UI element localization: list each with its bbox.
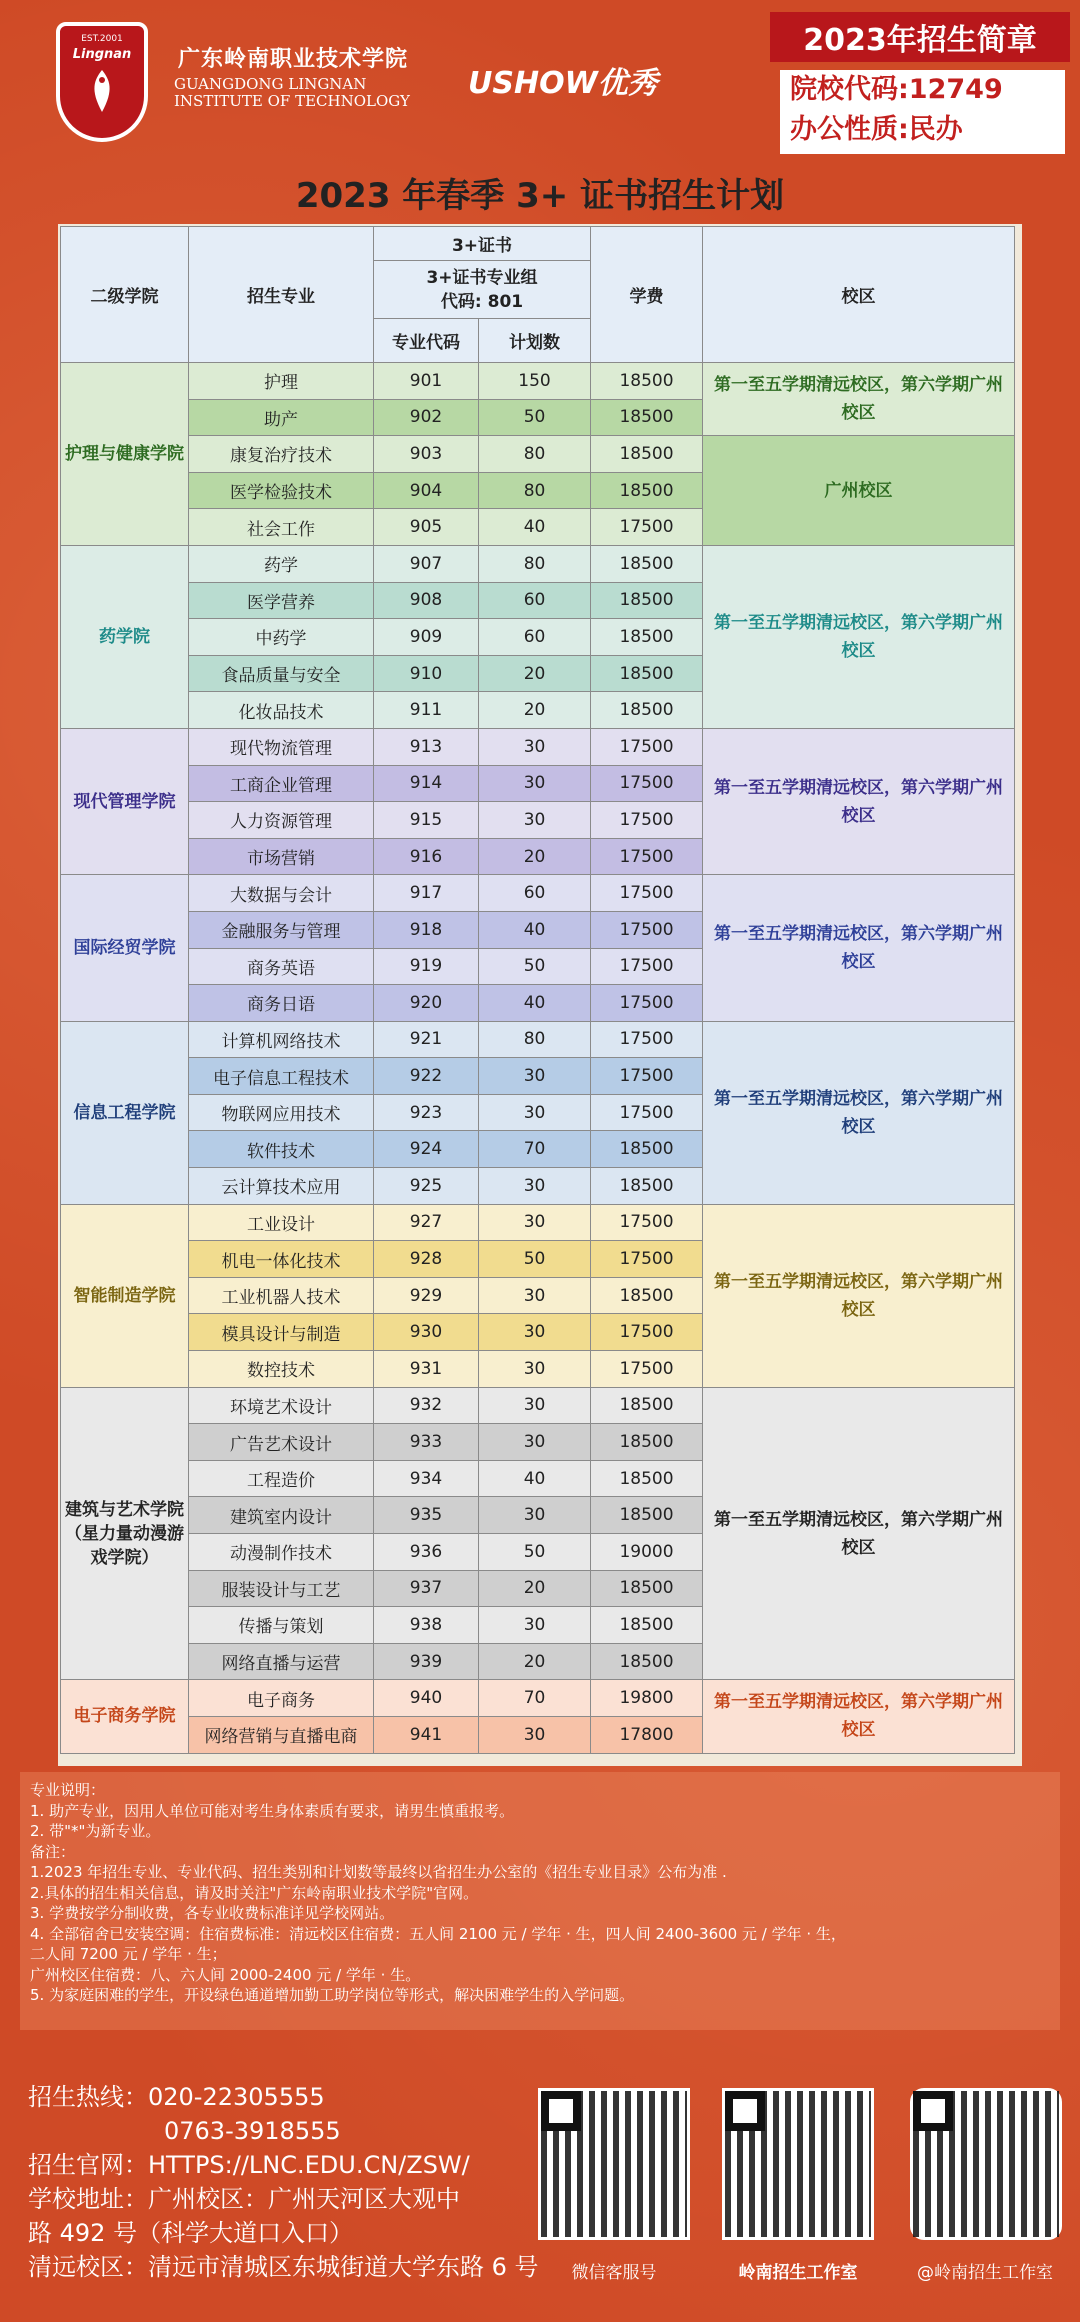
note-line: 广州校区住宿费：八、六人间 2000-2400 元 / 学年 · 生。 xyxy=(30,1965,421,1984)
campus-cell: 第一至五学期清远校区，第六学期广州校区 xyxy=(703,1021,1015,1204)
logo-est: EST.2001 xyxy=(81,34,123,44)
table-head xyxy=(61,227,1015,363)
major-name: 医学检验技术 xyxy=(189,472,374,509)
th-fee: 学费 xyxy=(591,227,703,363)
major-code: 923 xyxy=(374,1094,479,1131)
major-name: 模具设计与制造 xyxy=(189,1314,374,1351)
major-code: 909 xyxy=(374,619,479,656)
major-code: 905 xyxy=(374,509,479,546)
note-line: 3. 学费按学分制收费，各专业收费标准详见学校网站。 xyxy=(30,1904,395,1922)
tuition-fee: 17500 xyxy=(591,911,703,948)
year-badge: 2023年招生简章 xyxy=(770,12,1070,62)
table-row xyxy=(61,875,1015,912)
major-name: 商务英语 xyxy=(189,948,374,985)
header xyxy=(0,0,1080,160)
major-name: 工业机器人技术 xyxy=(189,1277,374,1314)
major-name: 动漫制作技术 xyxy=(189,1534,374,1571)
major-code: 907 xyxy=(374,545,479,582)
plan-count: 30 xyxy=(479,728,591,765)
tuition-fee: 17500 xyxy=(591,509,703,546)
table-row xyxy=(61,728,1015,765)
campus-cell: 第一至五学期清远校区，第六学期广州校区 xyxy=(703,545,1015,728)
major-name: 环境艺术设计 xyxy=(189,1387,374,1424)
major-code: 939 xyxy=(374,1643,479,1680)
notes-section xyxy=(20,1772,1060,2030)
major-code: 929 xyxy=(374,1277,479,1314)
plan-count: 40 xyxy=(479,1460,591,1497)
college-name: 电子商务学院 xyxy=(61,1680,189,1753)
tuition-fee: 17500 xyxy=(591,802,703,839)
th-campus: 校区 xyxy=(703,227,1015,363)
school-name-en xyxy=(174,76,410,110)
note-line: 1.2023 年招生专业、专业代码、招生类别和计划数等最终以省招生办公室的《招生专业目录》公布为准 . xyxy=(30,1863,727,1881)
plan-count: 80 xyxy=(479,436,591,473)
th-plan: 计划数 xyxy=(479,319,591,363)
tuition-fee: 17500 xyxy=(591,875,703,912)
major-name: 网络直播与运营 xyxy=(189,1643,374,1680)
plan-count: 30 xyxy=(479,1168,591,1205)
major-code: 935 xyxy=(374,1497,479,1534)
major-code: 933 xyxy=(374,1424,479,1461)
major-name: 数控技术 xyxy=(189,1351,374,1388)
plan-count: 30 xyxy=(479,1716,591,1753)
plan-count: 20 xyxy=(479,838,591,875)
tuition-fee: 17500 xyxy=(591,1351,703,1388)
hotline-label: 招生热线： xyxy=(28,2083,148,2111)
plan-count: 30 xyxy=(479,1351,591,1388)
plan-count: 30 xyxy=(479,1204,591,1241)
campus-cell: 第一至五学期清远校区，第六学期广州校区 xyxy=(703,1680,1015,1753)
major-name: 化妆品技术 xyxy=(189,692,374,729)
note-line: 1. 助产专业，因用人单位可能对考生身体素质有要求，请男生慎重报考。 xyxy=(30,1801,515,1820)
note-line: 2.具体的招生相关信息，请及时关注"广东岭南职业技术学院"官网。 xyxy=(30,1883,479,1902)
ushow-logo: USHOW优秀 xyxy=(468,66,658,101)
tuition-fee: 17500 xyxy=(591,1314,703,1351)
tuition-fee: 18500 xyxy=(591,1168,703,1205)
tuition-fee: 18500 xyxy=(591,436,703,473)
th-code: 专业代码 xyxy=(374,319,479,363)
school-code: 院校代码:12749 xyxy=(790,74,1003,105)
major-name: 药学 xyxy=(189,545,374,582)
tuition-fee: 19800 xyxy=(591,1680,703,1717)
major-name: 云计算技术应用 xyxy=(189,1168,374,1205)
note-line: 5. 为家庭困难的学生，开设绿色通道增加勤工助学岗位等形式，解决困难学生的入学问题。 xyxy=(30,1986,635,2004)
wechat-qr-label: 微信客服号 xyxy=(571,2263,657,2283)
campus-cell: 第一至五学期清远校区，第六学期广州校区 xyxy=(703,875,1015,1021)
tuition-fee: 17800 xyxy=(591,1716,703,1753)
table-row xyxy=(61,1680,1015,1717)
major-name: 计算机网络技术 xyxy=(189,1021,374,1058)
plan-count: 30 xyxy=(479,1387,591,1424)
major-code: 931 xyxy=(374,1351,479,1388)
major-name: 电子商务 xyxy=(189,1680,374,1717)
plan-count: 40 xyxy=(479,911,591,948)
college-name: 现代管理学院 xyxy=(61,728,189,874)
school-en-line2: INSTITUTE OF TECHNOLOGY xyxy=(174,92,410,110)
college-name: 信息工程学院 xyxy=(61,1021,189,1204)
th-major: 招生专业 xyxy=(189,227,374,363)
hotline-row xyxy=(28,2080,548,2114)
major-code: 919 xyxy=(374,948,479,985)
note-line: 二人间 7200 元 / 学年 · 生； xyxy=(30,1945,227,1963)
hotline-1: 020-22305555 xyxy=(148,2083,325,2111)
school-code-box xyxy=(780,70,1065,154)
major-code: 928 xyxy=(374,1241,479,1278)
plan-count: 30 xyxy=(479,1058,591,1095)
plan-count: 30 xyxy=(479,1424,591,1461)
college-name: 药学院 xyxy=(61,545,189,728)
major-name: 社会工作 xyxy=(189,509,374,546)
tuition-fee: 17500 xyxy=(591,1241,703,1278)
th-cert: 3+证书 xyxy=(374,227,591,261)
campus-cell: 第一至五学期清远校区，第六学期广州校区 xyxy=(703,728,1015,874)
major-name: 软件技术 xyxy=(189,1131,374,1168)
campus-cell: 第一至五学期清远校区，第六学期广州校区 xyxy=(703,1387,1015,1680)
major-code: 921 xyxy=(374,1021,479,1058)
contact-section xyxy=(28,2080,548,2284)
tuition-fee: 17500 xyxy=(591,765,703,802)
hotline-2: 0763-3918555 xyxy=(164,2117,341,2145)
tuition-fee: 18500 xyxy=(591,399,703,436)
plan-count: 70 xyxy=(479,1680,591,1717)
note-line: 2. 带"*"为新专业。 xyxy=(30,1822,161,1840)
plan-count: 20 xyxy=(479,1643,591,1680)
school-logo xyxy=(56,22,148,142)
major-code: 938 xyxy=(374,1607,479,1644)
plan-count: 20 xyxy=(479,1570,591,1607)
tuition-fee: 18500 xyxy=(591,1570,703,1607)
plan-count: 20 xyxy=(479,655,591,692)
major-name: 食品质量与安全 xyxy=(189,655,374,692)
tuition-fee: 18500 xyxy=(591,692,703,729)
major-name: 广告艺术设计 xyxy=(189,1424,374,1461)
logo-text: Lingnan xyxy=(72,47,132,62)
plan-count: 40 xyxy=(479,509,591,546)
major-name: 传播与策划 xyxy=(189,1607,374,1644)
major-name: 电子信息工程技术 xyxy=(189,1058,374,1095)
th-group-name: 3+证书专业组 xyxy=(426,267,538,288)
address-line-1: 学校地址：广州校区：广州天河区大观中 xyxy=(28,2185,460,2213)
major-code: 930 xyxy=(374,1314,479,1351)
th-group-code: 代码: 801 xyxy=(440,291,524,312)
tuition-fee: 17500 xyxy=(591,985,703,1022)
address-line-2: 路 492 号（科学大道口入口） xyxy=(28,2219,354,2247)
table-row xyxy=(61,1021,1015,1058)
tuition-fee: 18500 xyxy=(591,619,703,656)
plan-count: 150 xyxy=(479,363,591,400)
plan-count: 50 xyxy=(479,399,591,436)
major-code: 908 xyxy=(374,582,479,619)
tuition-fee: 17500 xyxy=(591,948,703,985)
plan-count: 60 xyxy=(479,582,591,619)
school-name-cn: 广东岭南职业技术学院 xyxy=(178,47,409,72)
plan-count: 30 xyxy=(479,802,591,839)
tuition-fee: 17500 xyxy=(591,1204,703,1241)
plan-count: 50 xyxy=(479,1534,591,1571)
major-code: 902 xyxy=(374,399,479,436)
campus-cell: 第一至五学期清远校区，第六学期广州校区 xyxy=(703,363,1015,436)
major-name: 市场营销 xyxy=(189,838,374,875)
major-name: 工商企业管理 xyxy=(189,765,374,802)
major-code: 914 xyxy=(374,765,479,802)
campus-cell: 第一至五学期清远校区，第六学期广州校区 xyxy=(703,1204,1015,1387)
tuition-fee: 18500 xyxy=(591,472,703,509)
table-row xyxy=(61,436,1015,473)
major-name: 网络营销与直播电商 xyxy=(189,1716,374,1753)
plan-count: 30 xyxy=(479,1497,591,1534)
major-code: 922 xyxy=(374,1058,479,1095)
plan-count: 30 xyxy=(479,1607,591,1644)
table-row xyxy=(61,1387,1015,1424)
th-group xyxy=(374,261,591,319)
tuition-fee: 18500 xyxy=(591,1387,703,1424)
tuition-fee: 17500 xyxy=(591,1021,703,1058)
campus-cell: 广州校区 xyxy=(703,436,1015,546)
page-title: 2023 年春季 3+ 证书招生计划 xyxy=(295,175,785,216)
tuition-fee: 17500 xyxy=(591,1094,703,1131)
college-name: 智能制造学院 xyxy=(61,1204,189,1387)
college-name: 建筑与艺术学院（星力量动漫游戏学院） xyxy=(61,1387,189,1680)
plan-count: 80 xyxy=(479,472,591,509)
tuition-fee: 18500 xyxy=(591,1277,703,1314)
plan-count: 40 xyxy=(479,985,591,1022)
major-name: 物联网应用技术 xyxy=(189,1094,374,1131)
tuition-fee: 17500 xyxy=(591,728,703,765)
crane-icon xyxy=(80,66,124,116)
note-line: 4. 全部宿舍已安装空调：住宿费标准：清远校区住宿费：五人间 2100 元 / 学年 · 生，四人间 2400-3600 元 / 学年 · 生， xyxy=(30,1924,846,1943)
major-name: 机电一体化技术 xyxy=(189,1241,374,1278)
tuition-fee: 17500 xyxy=(591,838,703,875)
major-name: 金融服务与管理 xyxy=(189,911,374,948)
tuition-fee: 18500 xyxy=(591,582,703,619)
official-qr-label: 岭南招生工作室 xyxy=(738,2263,858,2283)
tuition-fee: 18500 xyxy=(591,363,703,400)
note-line: 专业说明： xyxy=(30,1781,106,1799)
major-code: 901 xyxy=(374,363,479,400)
major-code: 940 xyxy=(374,1680,479,1717)
major-name: 人力资源管理 xyxy=(189,802,374,839)
major-name: 建筑室内设计 xyxy=(189,1497,374,1534)
major-code: 910 xyxy=(374,655,479,692)
major-name: 中药学 xyxy=(189,619,374,656)
major-name: 医学营养 xyxy=(189,582,374,619)
official-qr-code xyxy=(722,2088,874,2240)
major-name: 服装设计与工艺 xyxy=(189,1570,374,1607)
plan-count: 30 xyxy=(479,1094,591,1131)
tuition-fee: 18500 xyxy=(591,1607,703,1644)
douyin-qr-code xyxy=(910,2088,1062,2240)
major-code: 934 xyxy=(374,1460,479,1497)
note-line: 备注： xyxy=(30,1842,76,1861)
major-code: 904 xyxy=(374,472,479,509)
tuition-fee: 18500 xyxy=(591,1131,703,1168)
plan-count: 20 xyxy=(479,692,591,729)
th-college: 二级学院 xyxy=(61,227,189,363)
table-row xyxy=(61,545,1015,582)
tuition-fee: 17500 xyxy=(591,1058,703,1095)
plan-count: 60 xyxy=(479,619,591,656)
school-nature: 办公性质:民办 xyxy=(790,114,963,145)
major-name: 现代物流管理 xyxy=(189,728,374,765)
plan-count: 50 xyxy=(479,1241,591,1278)
tuition-fee: 18500 xyxy=(591,1497,703,1534)
college-name: 国际经贸学院 xyxy=(61,875,189,1021)
major-code: 941 xyxy=(374,1716,479,1753)
tuition-fee: 18500 xyxy=(591,1424,703,1461)
major-code: 911 xyxy=(374,692,479,729)
tuition-fee: 18500 xyxy=(591,1460,703,1497)
major-code: 918 xyxy=(374,911,479,948)
official-website: 招生官网：HTTPS://LNC.EDU.CN/ZSW/ xyxy=(28,2151,470,2179)
major-name: 大数据与会计 xyxy=(189,875,374,912)
major-code: 913 xyxy=(374,728,479,765)
tuition-fee: 18500 xyxy=(591,545,703,582)
major-name: 康复治疗技术 xyxy=(189,436,374,473)
major-code: 924 xyxy=(374,1131,479,1168)
major-code: 937 xyxy=(374,1570,479,1607)
table-row xyxy=(61,363,1015,400)
tuition-fee: 18500 xyxy=(591,1643,703,1680)
enrollment-table xyxy=(60,226,1015,1754)
major-code: 916 xyxy=(374,838,479,875)
major-code: 925 xyxy=(374,1168,479,1205)
tuition-fee: 18500 xyxy=(591,655,703,692)
major-code: 917 xyxy=(374,875,479,912)
tuition-fee: 19000 xyxy=(591,1534,703,1571)
school-en-line1: GUANGDONG LINGNAN xyxy=(174,75,367,93)
table-row xyxy=(61,1204,1015,1241)
plan-count: 70 xyxy=(479,1131,591,1168)
plan-count: 30 xyxy=(479,1314,591,1351)
major-code: 936 xyxy=(374,1534,479,1571)
plan-count: 50 xyxy=(479,948,591,985)
major-code: 932 xyxy=(374,1387,479,1424)
plan-count: 60 xyxy=(479,875,591,912)
plan-count: 30 xyxy=(479,765,591,802)
plan-count: 30 xyxy=(479,1277,591,1314)
major-name: 护理 xyxy=(189,363,374,400)
major-code: 920 xyxy=(374,985,479,1022)
major-name: 商务日语 xyxy=(189,985,374,1022)
major-code: 927 xyxy=(374,1204,479,1241)
major-name: 助产 xyxy=(189,399,374,436)
college-name: 护理与健康学院 xyxy=(61,363,189,546)
major-name: 工程造价 xyxy=(189,1460,374,1497)
address-line-3: 清远校区：清远市清城区东城街道大学东路 6 号 xyxy=(28,2253,539,2281)
major-code: 915 xyxy=(374,802,479,839)
table-body xyxy=(61,363,1015,1754)
wechat-qr-code xyxy=(538,2088,690,2240)
douyin-qr-label: @岭南招生工作室 xyxy=(917,2263,1053,2283)
major-name: 工业设计 xyxy=(189,1204,374,1241)
major-code: 903 xyxy=(374,436,479,473)
plan-count: 80 xyxy=(479,1021,591,1058)
plan-count: 80 xyxy=(479,545,591,582)
